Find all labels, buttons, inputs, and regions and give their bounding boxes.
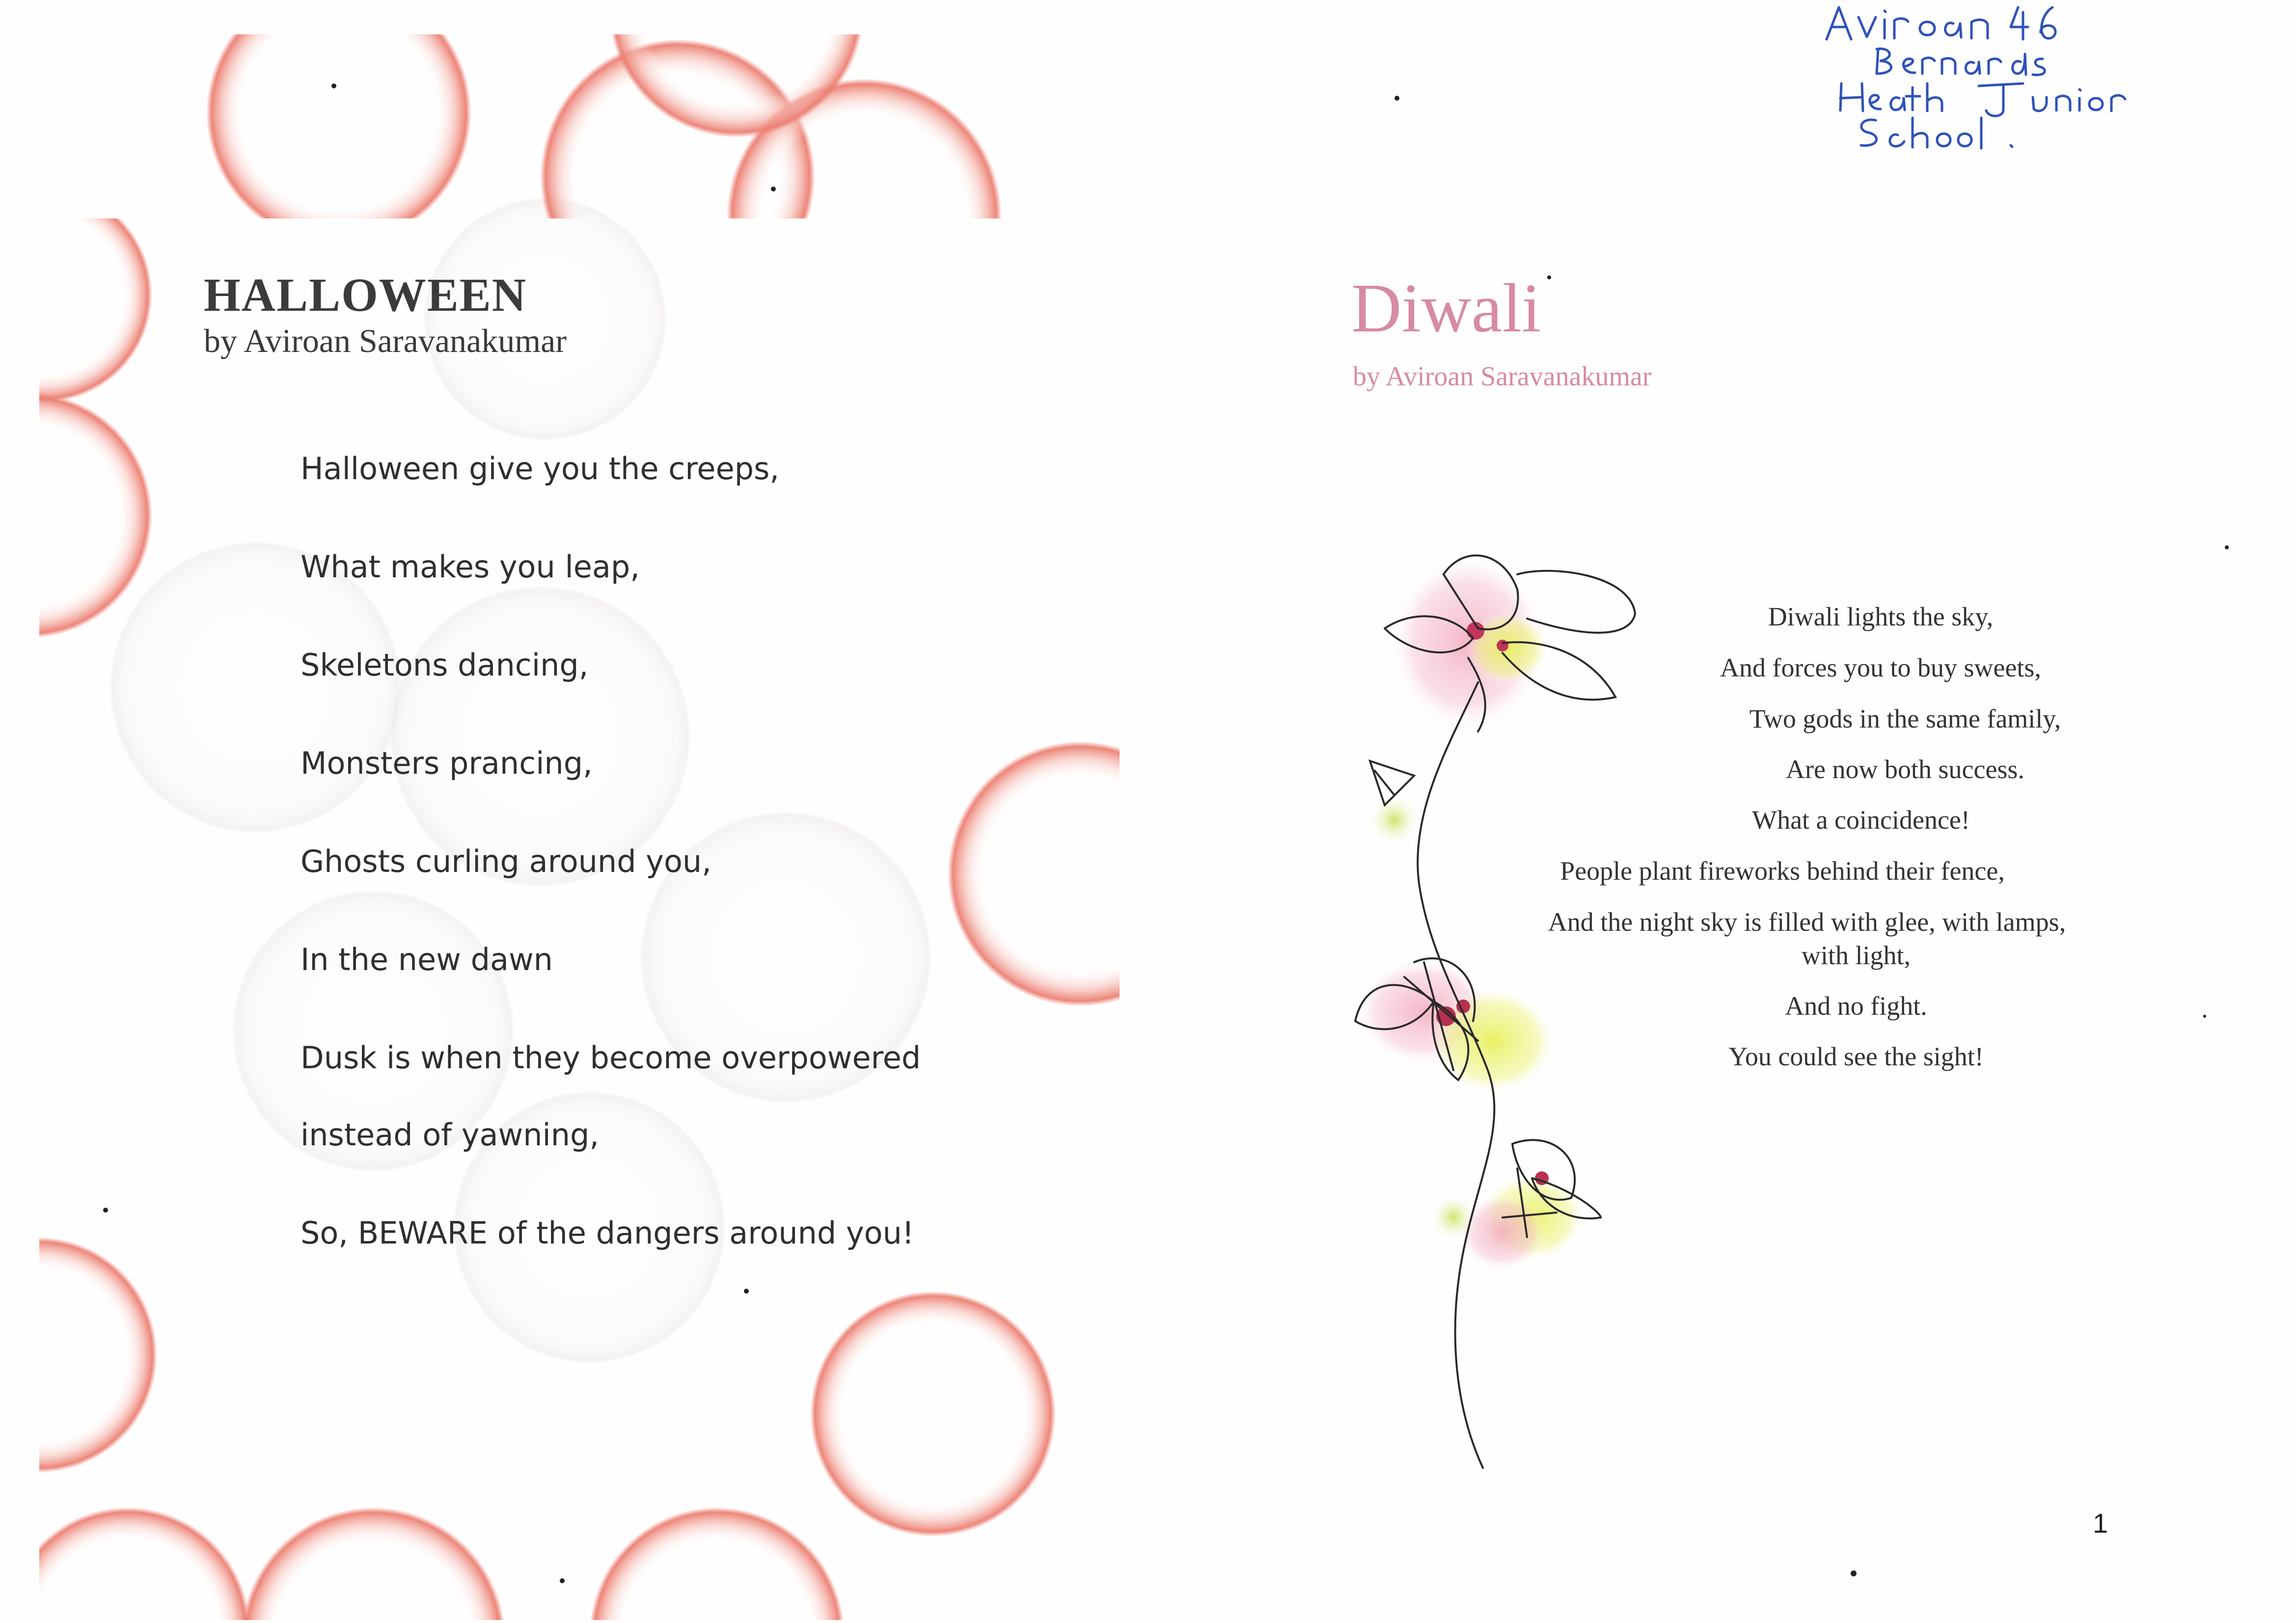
halloween-line: Monsters prancing, (301, 745, 593, 781)
halloween-line: What makes you leap, (301, 549, 640, 585)
diwali-line: What a coincidence! (1752, 805, 1970, 835)
halloween-author: by Aviroan Saravanakumar (204, 322, 567, 359)
diwali-line: Two gods in the same family, (1749, 704, 2061, 733)
halloween-line: Halloween give you the creeps, (301, 451, 780, 487)
diwali-line: People plant fireworks behind their fence, (1560, 856, 2005, 886)
diwali-line: You could see the sight! (1728, 1042, 1984, 1071)
halloween-line: Skeletons dancing, (301, 647, 589, 683)
diwali-author: by Aviroan Saravanakumar (1353, 361, 1652, 392)
halloween-line: Ghosts curling around you, (301, 843, 711, 879)
diwali-line: And no fight. (1785, 991, 1927, 1021)
diwali-line: And the night sky is filled with glee, with lamps, (1548, 907, 2066, 937)
diwali-line: And forces you to buy sweets, (1720, 653, 2041, 682)
halloween-line: So, BEWARE of the dangers around you! (301, 1215, 914, 1251)
halloween-line: Dusk is when they become overpowered (301, 1040, 921, 1076)
diwali-line: Are now both success. (1786, 755, 2024, 784)
halloween-line: instead of yawning, (301, 1117, 600, 1153)
page-number: 1 (2093, 1508, 2108, 1539)
halloween-line: In the new dawn (301, 942, 553, 977)
diwali-title: Diwali (1351, 269, 1541, 347)
diwali-line: Diwali lights the sky, (1768, 602, 1994, 631)
halloween-title: HALLOWEEN (204, 269, 527, 321)
diwali-line: with light, (1801, 941, 1911, 970)
